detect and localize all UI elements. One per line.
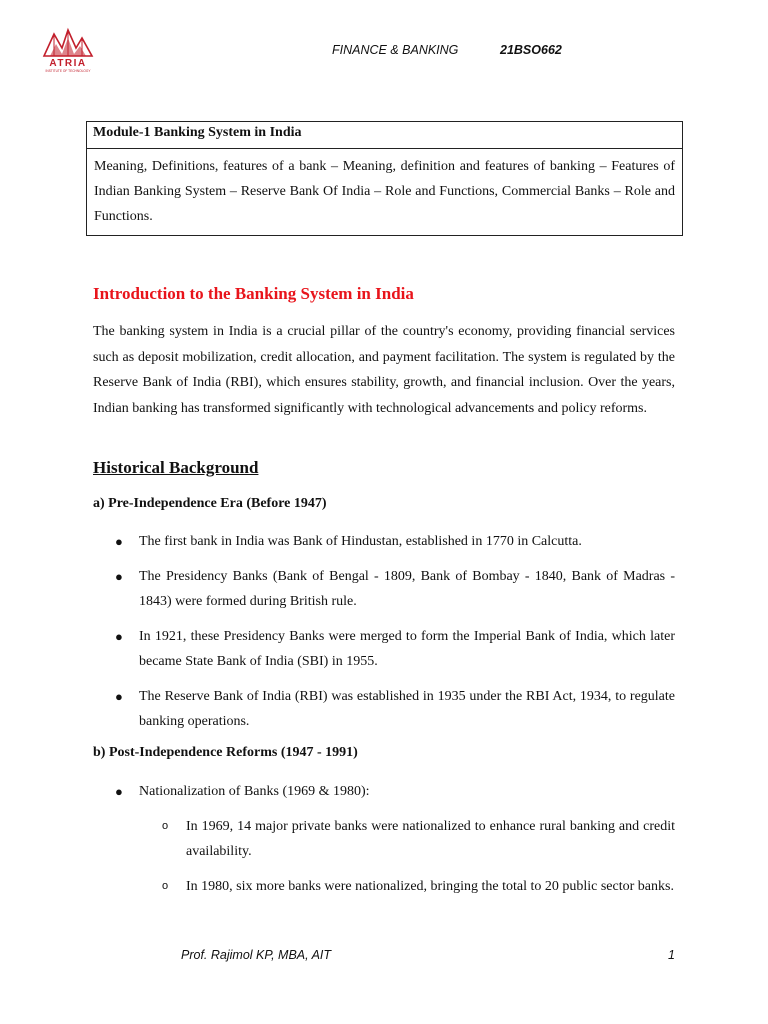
- list-item-text: Nationalization of Banks (1969 & 1980):: [139, 784, 370, 799]
- post-independence-list: [93, 779, 675, 814]
- intro-paragraph: The banking system in India is a crucial pillar of the country's economy, providing financial services such as deposit mobilization, credit allocation, and payment facilitation. The system is regulated by the Reserve Bank of India (RBI), which ensures stability, growth, and financial inclusion. Over the years, Indian banking has transformed significantly with technological advancements and policy reforms.: [93, 324, 675, 416]
- list-item: [93, 529, 675, 554]
- list-item-text: The Presidency Banks (Bank of Bengal - 1809, Bank of Bombay - 1840, Bank of Madras - 1843) were formed during British rule.: [139, 569, 675, 609]
- list-item: [93, 624, 675, 674]
- module-description: Meaning, Definitions, features of a bank – Meaning, definition and features of banking – Features of Indian Banking System – Reserve Bank Of India – Role and Functions, Commercial Banks – Role and Functions.: [94, 159, 675, 224]
- history-heading: Historical Background: [93, 458, 259, 477]
- list-item-text: The first bank in India was Bank of Hindustan, established in 1770 in Calcutta.: [139, 534, 582, 549]
- intro-heading: Introduction to the Banking System in India: [93, 284, 414, 303]
- list-item: [93, 684, 675, 734]
- list-item: [93, 779, 675, 804]
- header-course-code: 21BSO662: [500, 43, 562, 57]
- logo-subtext: INSTITUTE OF TECHNOLOGY: [45, 69, 91, 73]
- pre-independence-list: [93, 529, 675, 744]
- atria-logo: [40, 26, 96, 74]
- sub-list-item: [140, 814, 675, 864]
- module-box: [86, 121, 683, 236]
- pre-independence-heading: a) Pre-Independence Era (Before 1947): [93, 496, 327, 511]
- bullet-icon: ●: [115, 629, 123, 644]
- circle-bullet-icon: o: [162, 820, 169, 832]
- module-title: Module-1 Banking System in India: [87, 122, 682, 149]
- circle-bullet-icon: o: [162, 880, 169, 892]
- bullet-icon: ●: [115, 534, 123, 549]
- post-independence-heading: b) Post-Independence Reforms (1947 - 1991): [93, 745, 358, 760]
- bullet-icon: ●: [115, 569, 123, 584]
- logo-text: ATRIA: [49, 58, 87, 69]
- bullet-icon: ●: [115, 689, 123, 704]
- list-item: [93, 564, 675, 614]
- sub-list-item: [140, 874, 675, 899]
- header-subject: FINANCE & BANKING: [332, 43, 459, 57]
- list-item-text: The Reserve Bank of India (RBI) was established in 1935 under the RBI Act, 1934, to regulate banking operations.: [139, 689, 675, 729]
- page-number: 1: [668, 948, 675, 962]
- footer-author: Prof. Rajimol KP, MBA, AIT: [181, 948, 332, 962]
- nationalization-sub-list: [140, 814, 675, 909]
- sub-list-item-text: In 1969, 14 major private banks were nationalized to enhance rural banking and credit availability.: [186, 819, 675, 859]
- bullet-icon: ●: [115, 784, 123, 799]
- list-item-text: In 1921, these Presidency Banks were merged to form the Imperial Bank of India, which later became State Bank of India (SBI) in 1955.: [139, 629, 675, 669]
- sub-list-item-text: In 1980, six more banks were nationalized, bringing the total to 20 public sector banks.: [186, 879, 674, 894]
